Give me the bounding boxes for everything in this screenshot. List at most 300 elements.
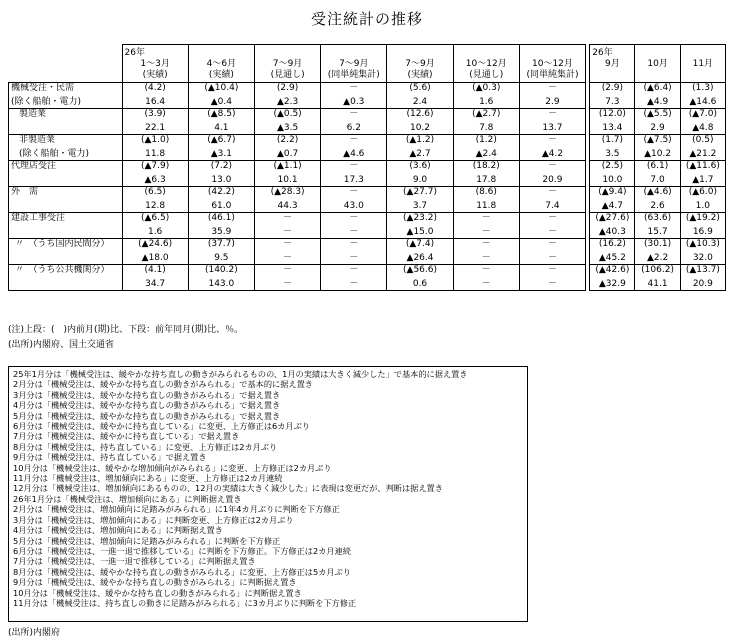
cell-prev-period: (▲0.5): [273, 109, 302, 119]
cell-yoy: 7.3: [605, 97, 620, 107]
table-cell: [453, 213, 519, 239]
cell-yoy: ▲1.7: [692, 175, 714, 185]
row-label-sub: [11, 227, 120, 238]
box-source: (出所)内閣府: [8, 628, 61, 638]
cell-yoy: 10.2: [409, 123, 431, 133]
table-cell: [254, 239, 320, 265]
table-cell: [188, 265, 254, 291]
cell-yoy: ▲45.2: [598, 253, 626, 263]
assessment-line: 7月分は「機械受注は、一進一退で推移している」に判断据え置き: [13, 556, 256, 567]
row-label-main: 非製造業: [19, 135, 56, 145]
assessment-line: 6月分は「機械受注は、一進一退で推移している」に判断を下方修正。下方修正は2カ月連続: [13, 545, 351, 556]
cell-prev-period: (0.5): [692, 135, 714, 145]
table-row: [9, 213, 726, 239]
cell-prev-period: (2.5): [601, 161, 624, 171]
cell-yoy: 20.9: [542, 175, 563, 185]
table-cell: [635, 239, 680, 265]
cell-prev-period: (42.2): [207, 187, 235, 197]
cell-prev-period: (12.6): [406, 109, 434, 119]
column-kind: (実績): [208, 70, 234, 80]
assessment-line: 9月分は「機械受注は、緩やかな持ち直しの動きがみられる」に判断据え置き: [13, 577, 297, 588]
table-cell: [590, 213, 635, 239]
table-cell: [590, 265, 635, 291]
table-cell: [387, 83, 453, 109]
assessment-line: 26年1月分は「機械受注は、増加傾向にある」に判断据え置き: [13, 493, 242, 504]
column-kind: [683, 70, 723, 81]
row-label: [9, 161, 123, 187]
table-cell: [590, 161, 635, 187]
header-corner: [9, 45, 123, 83]
cell-prev-period: (2.9): [601, 83, 624, 93]
cell-prev-period: －: [349, 187, 359, 197]
cell-prev-period: (▲27.6): [595, 213, 630, 223]
column-header: [680, 45, 725, 83]
cell-prev-period: －: [349, 239, 359, 249]
cell-yoy: 17.3: [343, 175, 364, 185]
cell-yoy: 3.5: [605, 149, 620, 159]
row-label: [9, 265, 123, 291]
cell-yoy: 7.0: [650, 175, 665, 185]
table-cell: [453, 239, 519, 265]
cell-yoy: 44.3: [277, 201, 298, 211]
table-cell: [519, 109, 585, 135]
cell-yoy: 2.4: [412, 97, 428, 107]
column-period: 7～9月: [339, 59, 369, 69]
cell-yoy: 1.6: [479, 97, 494, 107]
cell-prev-period: (1.3): [692, 83, 714, 93]
cell-prev-period: (▲6.4): [643, 83, 672, 93]
column-kind: (同単純集計): [327, 70, 380, 80]
cell-yoy: 7.4: [545, 201, 560, 211]
table-cell: [635, 135, 680, 161]
column-kind: (実績): [142, 70, 168, 80]
cell-prev-period: －: [547, 83, 557, 93]
cell-yoy: 6.2: [346, 123, 361, 133]
cell-prev-period: (106.2): [641, 265, 674, 275]
table-cell: [387, 239, 453, 265]
assessment-line: 5月分は「機械受注は、増加傾向に足踏みがみられる」に判断を下方修正: [13, 535, 281, 546]
cell-prev-period: (▲19.2): [685, 213, 720, 223]
table-cell: [122, 83, 188, 109]
cell-prev-period: (2.2): [276, 135, 299, 145]
cell-prev-period: (▲27.7): [403, 187, 437, 197]
table-cell: [680, 187, 725, 213]
cell-yoy: 41.1: [647, 279, 668, 289]
column-kind: (実績): [407, 70, 433, 80]
cell-prev-period: (▲7.5): [643, 135, 672, 145]
cell-yoy: ▲0.7: [276, 149, 299, 159]
table-cell: [680, 135, 725, 161]
cell-prev-period: －: [283, 213, 293, 223]
column-period: 10～12月: [465, 59, 507, 69]
cell-yoy: ▲10.2: [644, 149, 672, 159]
table-cell: [254, 135, 320, 161]
row-label: [9, 135, 123, 161]
table-cell: [680, 109, 725, 135]
column-header: [519, 45, 585, 83]
year-label: 26年: [592, 48, 613, 58]
table-cell: [387, 213, 453, 239]
table-cell: [321, 239, 387, 265]
table-cell: [188, 109, 254, 135]
table-cell: [453, 109, 519, 135]
cell-yoy: 10.0: [602, 175, 623, 185]
cell-prev-period: (30.1): [644, 239, 672, 249]
table-cell: [122, 135, 188, 161]
table-cell: [680, 239, 725, 265]
row-label-main: 建設工事受注: [11, 213, 66, 223]
cell-yoy: ▲0.3: [343, 97, 365, 107]
table-cell: [387, 135, 453, 161]
row-label-sub: [11, 175, 120, 186]
row-label-main: 〃 （うち公共機関分）: [15, 265, 110, 275]
column-header: [387, 45, 453, 83]
table-cell: [590, 187, 635, 213]
assessment-line: 12月分は「機械受注は、増加傾向にあるものの、12月の実績は大きく減少した」に表現は変更だが、判断は据え置き: [13, 483, 443, 494]
table-cell: [122, 109, 188, 135]
table-cell: [519, 135, 585, 161]
cell-prev-period: －: [349, 135, 359, 145]
cell-yoy: －: [283, 279, 293, 289]
cell-prev-period: (46.1): [207, 213, 235, 223]
table-cell: [321, 83, 387, 109]
table-cell: [519, 239, 585, 265]
cell-prev-period: (▲5.5): [643, 109, 672, 119]
cell-yoy: 34.7: [145, 279, 166, 289]
cell-yoy: ▲2.4: [475, 149, 497, 159]
cell-prev-period: (▲0.3): [472, 83, 501, 93]
assessment-line: 9月分は「機械受注は、持ち直している」で据え置き: [13, 452, 207, 463]
cell-yoy: 1.6: [147, 227, 163, 237]
cell-yoy: －: [283, 253, 293, 263]
table-cell: [321, 213, 387, 239]
cell-prev-period: (▲23.2): [403, 213, 437, 223]
cell-yoy: ▲2.3: [276, 97, 299, 107]
table-row: [9, 265, 726, 291]
cell-prev-period: (3.6): [409, 161, 431, 171]
cell-prev-period: (140.2): [204, 265, 238, 275]
cell-yoy: 13.4: [602, 123, 623, 133]
column-period: 10～12月: [532, 59, 573, 69]
table-cell: [453, 265, 519, 291]
cell-yoy: ▲6.3: [144, 175, 166, 185]
cell-yoy: －: [481, 253, 491, 263]
cell-prev-period: －: [547, 187, 557, 197]
cell-yoy: 13.0: [211, 175, 232, 185]
cell-yoy: 20.9: [692, 279, 713, 289]
cell-yoy: 16.4: [145, 97, 166, 107]
cell-prev-period: －: [547, 265, 557, 275]
cell-prev-period: (▲56.6): [403, 265, 437, 275]
cell-yoy: －: [547, 253, 557, 263]
column-kind: (見通し): [270, 70, 305, 80]
table-cell: [453, 135, 519, 161]
cell-prev-period: (▲7.0): [688, 109, 717, 119]
table-cell: [680, 213, 725, 239]
cell-prev-period: －: [481, 265, 491, 275]
row-label-main: 機械受注・民需: [11, 83, 75, 93]
cell-yoy: －: [547, 279, 557, 289]
table-cell: [519, 265, 585, 291]
cell-prev-period: －: [547, 109, 557, 119]
cell-yoy: ▲4.7: [601, 201, 623, 211]
table-cell: [680, 83, 725, 109]
row-label-main: 外 需: [11, 187, 39, 197]
assessment-line: 2月分は「機械受注は、緩やかな持ち直しの動きがみられる」で基本的に据え置き: [13, 379, 313, 390]
cell-yoy: 12.8: [145, 201, 166, 211]
table-cell: [635, 187, 680, 213]
table-cell: [519, 83, 585, 109]
column-header: [453, 45, 519, 83]
cell-prev-period: (▲6.0): [688, 187, 717, 197]
cell-prev-period: (▲24.6): [138, 239, 173, 249]
table-cell: [590, 109, 635, 135]
cell-yoy: ▲14.6: [689, 97, 717, 107]
cell-yoy: ▲2.2: [646, 253, 669, 263]
cell-yoy: 15.7: [647, 227, 668, 237]
table-cell: [635, 161, 680, 187]
column-period: 9月: [605, 59, 620, 69]
table-cell: [519, 213, 585, 239]
assessment-line: 11月分は「機械受注は、持ち直しの動きに足踏みがみられる」に3カ月ぶりに判断を下方修正: [13, 597, 357, 608]
cell-yoy: 35.9: [211, 227, 232, 237]
cell-yoy: 22.1: [145, 123, 166, 133]
cell-prev-period: －: [349, 109, 359, 119]
column-kind: (見通し): [469, 70, 504, 80]
table-cell: [635, 83, 680, 109]
table-row: [9, 187, 726, 213]
cell-yoy: ▲4.9: [646, 97, 669, 107]
row-label-main: 〃 （うち国内民間分）: [15, 239, 110, 249]
column-header: [635, 45, 680, 83]
table-cell: [519, 161, 585, 187]
cell-prev-period: (6.5): [144, 187, 166, 197]
column-period: 11月: [692, 59, 714, 69]
assessment-line: 25年1月分は「機械受注は、緩やかな持ち直しの動きがみられるものの、1月の実績は大きく減少した」で基本的に据え置き: [13, 369, 468, 379]
cell-yoy: ▲3.5: [276, 123, 299, 133]
cell-yoy: 16.9: [692, 227, 713, 237]
cell-yoy: 11.8: [476, 201, 497, 211]
assessment-history-box: [8, 366, 528, 622]
table-note: (注)上段：( )内前月(期)比、下段：前年同月(期)比、％。: [8, 325, 244, 335]
assessment-line: 3月分は「機械受注は、緩やかな持ち直しの動きがみられる」で据え置き: [13, 389, 281, 400]
row-label-sub: (除く船舶・電力): [19, 149, 90, 159]
cell-prev-period: (63.6): [644, 213, 672, 223]
cell-prev-period: (4.2): [144, 83, 166, 93]
cell-prev-period: (▲10.4): [204, 83, 239, 93]
cell-prev-period: (1.2): [475, 135, 497, 145]
cell-yoy: 32.0: [692, 253, 713, 263]
assessment-line: 4月分は「機械受注は、緩やかな持ち直しの動きがみられる」で据え置き: [13, 400, 281, 411]
table-cell: [635, 265, 680, 291]
table-cell: [453, 83, 519, 109]
table-row: [9, 135, 726, 161]
cell-prev-period: (12.0): [598, 109, 626, 119]
row-label-sub: [11, 201, 120, 212]
table-cell: [122, 265, 188, 291]
cell-prev-period: (5.6): [409, 83, 431, 93]
table-cell: [321, 265, 387, 291]
cell-prev-period: (▲2.7): [472, 109, 501, 119]
cell-yoy: －: [349, 227, 359, 237]
table-cell: [188, 135, 254, 161]
column-period: 10月: [647, 59, 668, 69]
table-row: [9, 239, 726, 265]
cell-yoy: 43.0: [343, 201, 364, 211]
cell-yoy: 17.8: [476, 175, 497, 185]
table-source: (出所)内閣府、国土交通省: [8, 340, 115, 350]
table-cell: [254, 109, 320, 135]
assessment-line: 6月分は「機械受注は、緩やかに持ち直している」に変更、上方修正は6カ月ぶり: [13, 421, 310, 432]
cell-prev-period: (7.2): [210, 161, 233, 171]
cell-prev-period: －: [349, 213, 359, 223]
cell-prev-period: (4.1): [144, 265, 166, 275]
table-cell: [122, 213, 188, 239]
cell-prev-period: (3.9): [144, 109, 166, 119]
cell-yoy: 1.0: [695, 201, 710, 211]
cell-yoy: ▲0.4: [210, 97, 232, 107]
column-period: 4～6月: [206, 59, 237, 69]
table-cell: [519, 187, 585, 213]
cell-yoy: ▲4.2: [541, 149, 564, 159]
row-label-main: 製造業: [19, 109, 47, 119]
assessment-line: 4月分は「機械受注は、増加傾向にある」に判断据え置き: [13, 525, 223, 536]
cell-prev-period: (▲6.5): [141, 213, 170, 223]
row-label-sub: (除く船舶・電力): [11, 97, 82, 107]
assessment-line: 5月分は「機械受注は、緩やかな持ち直しの動きがみられる」で据え置き: [13, 410, 281, 421]
table-cell: [122, 239, 188, 265]
table-row: [9, 109, 726, 135]
cell-prev-period: (6.1): [646, 161, 669, 171]
cell-yoy: ▲32.9: [598, 279, 626, 289]
cell-yoy: 0.6: [412, 279, 428, 289]
table-cell: [387, 265, 453, 291]
table-cell: [680, 265, 725, 291]
table-cell: [254, 161, 320, 187]
cell-prev-period: －: [283, 265, 293, 275]
column-header: [122, 45, 188, 83]
table-cell: [453, 161, 519, 187]
table-cell: [635, 213, 680, 239]
cell-prev-period: －: [349, 265, 359, 275]
column-header: [590, 45, 635, 83]
table-cell: [254, 213, 320, 239]
cell-prev-period: (1.7): [601, 135, 624, 145]
table-cell: [188, 83, 254, 109]
assessment-line: 11月分は「機械受注は、増加傾向にある」に変更、上方修正は2カ月連続: [13, 473, 283, 484]
year-label: 26年: [124, 48, 145, 58]
table-cell: [188, 239, 254, 265]
cell-yoy: －: [547, 227, 557, 237]
cell-prev-period: (▲11.6): [685, 161, 720, 171]
cell-prev-period: (▲1.0): [141, 135, 170, 145]
row-label: [9, 213, 123, 239]
cell-yoy: －: [283, 227, 293, 237]
cell-prev-period: －: [481, 213, 491, 223]
cell-yoy: ▲26.4: [406, 253, 434, 263]
cell-yoy: 2.9: [545, 97, 560, 107]
cell-yoy: 13.7: [542, 123, 563, 133]
table-cell: [254, 187, 320, 213]
table-cell: [635, 109, 680, 135]
cell-yoy: 9.0: [412, 175, 428, 185]
row-label: [9, 83, 123, 109]
cell-prev-period: (▲28.3): [270, 187, 305, 197]
cell-yoy: 2.6: [650, 201, 665, 211]
cell-yoy: 11.8: [145, 149, 166, 159]
cell-prev-period: (▲4.6): [643, 187, 672, 197]
header-row: [9, 45, 726, 83]
cell-prev-period: －: [283, 239, 293, 249]
cell-prev-period: (16.2): [598, 239, 626, 249]
cell-prev-period: (18.2): [472, 161, 500, 171]
table-cell: [387, 109, 453, 135]
cell-yoy: －: [349, 279, 359, 289]
table-cell: [122, 161, 188, 187]
table-cell: [188, 161, 254, 187]
cell-prev-period: －: [481, 239, 491, 249]
cell-yoy: 10.1: [277, 175, 298, 185]
cell-prev-period: (▲13.7): [685, 265, 720, 275]
table-row: [9, 161, 726, 187]
cell-prev-period: －: [547, 135, 557, 145]
table-cell: [590, 83, 635, 109]
cell-yoy: －: [481, 279, 491, 289]
assessment-line: 2月分は「機械受注は、増加傾向に足踏みがみられる」に1年4カ月ぶりに判断を下方修正: [13, 504, 340, 515]
cell-prev-period: (▲8.5): [207, 109, 236, 119]
cell-prev-period: (▲7.9): [141, 161, 170, 171]
cell-yoy: 143.0: [208, 279, 235, 289]
orders-table: [8, 44, 726, 291]
table-cell: [590, 135, 635, 161]
cell-prev-period: (8.6): [475, 187, 497, 197]
table-cell: [122, 187, 188, 213]
table-cell: [321, 187, 387, 213]
cell-prev-period: (▲6.7): [207, 135, 236, 145]
cell-prev-period: －: [547, 161, 557, 171]
cell-yoy: ▲4.6: [343, 149, 365, 159]
column-period: 1～3月: [140, 59, 170, 69]
cell-prev-period: (2.9): [276, 83, 299, 93]
table-cell: [387, 161, 453, 187]
column-kind: [592, 70, 632, 81]
cell-yoy: 4.1: [214, 123, 229, 133]
cell-yoy: 9.5: [214, 253, 229, 263]
assessment-line: 3月分は「機械受注は、増加傾向にある」に判断変更、上方修正は2カ月ぶり: [13, 514, 294, 525]
cell-yoy: ▲2.7: [409, 149, 431, 159]
cell-prev-period: －: [349, 83, 359, 93]
cell-yoy: 3.7: [412, 201, 428, 211]
table-cell: [321, 109, 387, 135]
column-kind: (同単純集計): [526, 70, 579, 80]
column-period: 7～9月: [405, 59, 435, 69]
row-label-sub: [19, 123, 120, 134]
row-label-sub: [15, 279, 120, 290]
cell-yoy: 7.8: [479, 123, 494, 133]
table-cell: [321, 161, 387, 187]
assessment-line: 7月分は「機械受注は、緩やかに持ち直している」で据え置き: [13, 431, 240, 442]
assessment-line: 8月分は「機械受注は、緩やかな持ち直しの動きがみられる」に変更、上方修正は5カ月ぶり: [13, 566, 351, 577]
cell-yoy: －: [349, 253, 359, 263]
table-cell: [590, 239, 635, 265]
column-header: [321, 45, 387, 83]
table-cell: [387, 187, 453, 213]
assessment-line: 10月分は「機械受注は、緩やかな持ち直しの動きがみられる」に判断据え置き: [13, 587, 302, 598]
cell-prev-period: (▲10.3): [685, 239, 720, 249]
row-label-main: 代理店受注: [11, 161, 57, 171]
cell-yoy: ▲4.8: [692, 123, 714, 133]
cell-prev-period: －: [547, 239, 557, 249]
